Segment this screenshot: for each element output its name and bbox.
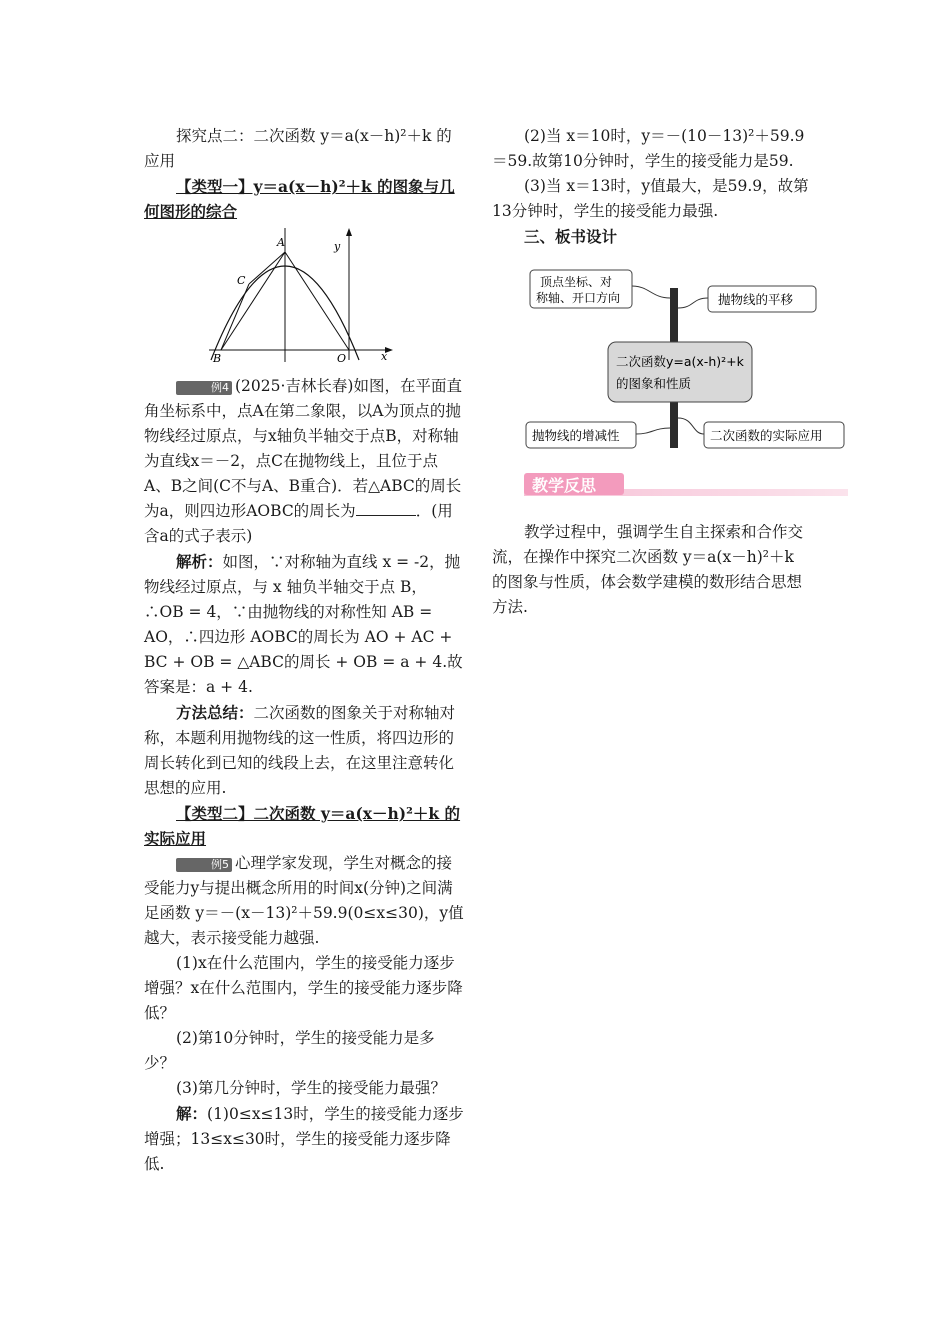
example-4-text: (2025·吉林长春)如图，在平面直角坐标系中，点A在第二象限，以A为顶点的抛物线经过原点，与x轴负半轴交于点B，对称轴为直线x＝－2，点C在抛物线上，且位于点A、B之间(C不与A、B重合)．若△ABC的周长为a，则四边形AOBC的周长为 bbox=[144, 377, 462, 520]
example-5 bbox=[144, 851, 464, 951]
solution-1 bbox=[144, 1101, 464, 1177]
x-axis-label: x bbox=[381, 350, 388, 363]
analysis-label: 解析： bbox=[176, 552, 223, 571]
solution-label: 解： bbox=[176, 1104, 208, 1123]
teaching-reflection-banner bbox=[524, 470, 848, 498]
mind-node-vertex-line2: 称轴、开口方向 bbox=[536, 291, 621, 305]
blackboard-mindmap bbox=[524, 268, 850, 460]
solution-1-text: (1)0≤x≤13时，学生的接受能力逐步增强；13≤x≤30时，学生的接受能力逐步降低. bbox=[144, 1105, 464, 1173]
point-o-label: O bbox=[337, 352, 347, 365]
section-intro: 探究点二：二次函数 y＝a(x－h)²＋k 的应用 bbox=[144, 127, 452, 170]
method-label: 方法总结： bbox=[176, 703, 254, 722]
type-one-heading: 【类型一】y＝a(x－h)²＋k 的图象与几何图形的综合 bbox=[144, 177, 455, 221]
solution-3: (3)当 x＝13时，y值最大，是59.9，故第13分钟时，学生的接受能力最强. bbox=[492, 177, 809, 220]
board-design-heading: 三、板书设计 bbox=[524, 227, 618, 246]
example-4-tail: ．(用含a的式子表示) bbox=[144, 502, 453, 545]
mind-node-center-line1: 二次函数y=a(x-h)²+k bbox=[616, 354, 744, 369]
left-column bbox=[144, 124, 464, 1177]
method-text: 二次函数的图象关于对称轴对称，本题利用抛物线的这一性质，将四边形的周长转化到已知的线段上去，在这里注意转化思想的应用. bbox=[144, 704, 456, 797]
mind-node-vertex-line1: 顶点坐标、对 bbox=[540, 275, 613, 289]
example-5-text: 心理学家发现，学生对概念的接受能力y与提出概念所用的时间x(分钟)之间满足函数 y＝－(x－13)²＋59.9(0≤x≤30)，y值越大，表示接受能力越强. bbox=[144, 854, 464, 947]
method-summary bbox=[144, 700, 464, 801]
point-a-label: A bbox=[277, 236, 285, 249]
reflection-title: 教学反思 bbox=[532, 476, 597, 495]
reflection-text: 教学过程中，强调学生自主探索和合作交流，在操作中探究二次函数 y＝a(x－h)²＋k 的图象与性质，体会数学建模的数形结合思想方法. bbox=[492, 523, 804, 616]
example-4 bbox=[144, 374, 464, 549]
solution-2: (2)当 x＝10时，y＝－(10－13)²＋59.9＝59.故第10分钟时，学生的接受能力是59. bbox=[492, 127, 805, 170]
type-two-heading: 【类型二】二次函数 y＝a(x－h)²＋k 的实际应用 bbox=[144, 804, 461, 848]
question-2: (2)第10分钟时，学生的接受能力是多少？ bbox=[144, 1029, 435, 1072]
mind-node-translation: 抛物线的平移 bbox=[718, 292, 794, 307]
question-1: (1)x在什么范围内，学生的接受能力逐步增强？x在什么范围内，学生的接受能力逐步降低？ bbox=[144, 954, 463, 1022]
analysis-text: 如图，∵对称轴为直线 x = -2，抛物线经过原点，与 x 轴负半轴交于点 B，∴OB = 4，∵由抛物线的对称性知 AB = AO，∴四边形 AOBC的周长为 AO + AC + BC + OB = △ABC的周长 + OB = a + 4.故答案是：a + 4. bbox=[144, 553, 463, 696]
y-axis-label: y bbox=[334, 240, 341, 253]
example-5-badge: 例5 bbox=[176, 858, 232, 872]
parabola-figure bbox=[209, 228, 399, 368]
point-c-label: C bbox=[237, 274, 246, 287]
point-b-label: B bbox=[213, 352, 222, 365]
answer-blank bbox=[356, 501, 416, 516]
reflection-body bbox=[492, 520, 810, 620]
right-column bbox=[492, 124, 810, 249]
question-3: (3)第几分钟时，学生的接受能力最强？ bbox=[176, 1079, 446, 1097]
mind-node-monotonicity: 抛物线的增减性 bbox=[532, 428, 620, 443]
mind-node-application: 二次函数的实际应用 bbox=[710, 428, 823, 443]
mind-node-center-line2: 的图象和性质 bbox=[616, 376, 692, 391]
analysis bbox=[144, 549, 464, 700]
example-4-badge: 例4 bbox=[176, 381, 232, 395]
